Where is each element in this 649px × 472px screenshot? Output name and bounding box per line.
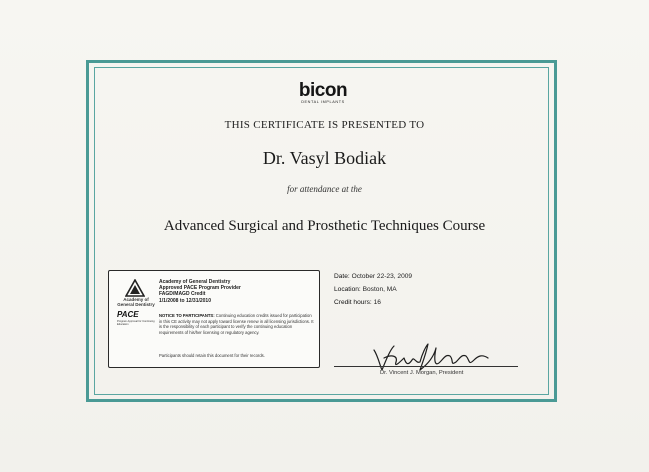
- logo-word: bicon: [298, 80, 348, 101]
- location-value: Boston, MA: [362, 286, 397, 293]
- agd-triangle-icon: [125, 279, 145, 297]
- signature-line: [334, 366, 518, 367]
- attendance-line: for attendance at the: [287, 184, 362, 194]
- hours-value: 16: [373, 299, 381, 306]
- course-title: Advanced Surgical and Prosthetic Techniques Course: [163, 218, 486, 234]
- notice-label: NOTICE TO PARTICIPANTS:: [159, 313, 215, 318]
- pace-heading-line: Approved PACE Program Provider: [159, 285, 241, 292]
- date-label: Date:: [334, 273, 350, 280]
- bicon-logo: [292, 82, 354, 104]
- notice-text: Continuing education credits issued for participation in this CE activity may not apply toward license renew in all licensing jurisdictions. It is the responsibility of each participant to verify the continuing education requirements of his/her licensing or regulatory agency.: [159, 313, 314, 336]
- location-label: Location:: [334, 286, 361, 293]
- signer-name: Dr. Vincent J. Morgan, President: [380, 370, 464, 376]
- pace-logo-caption: Program Approval for Continuing Education: [117, 320, 155, 327]
- retain-note: Participants should retain this document for their records.: [159, 353, 265, 358]
- pace-heading-line: 1/1/2008 to 12/31/2010: [159, 297, 211, 304]
- hours-label: Credit hours:: [334, 299, 372, 306]
- date-value: October 22-23, 2009: [351, 273, 413, 280]
- pace-logo-name: PACE: [117, 310, 139, 319]
- pace-heading: [159, 279, 317, 304]
- hours-row: [334, 296, 412, 309]
- location-row: [334, 283, 412, 296]
- course-details: [334, 270, 412, 309]
- pace-heading-line: Academy of General Dentistry: [159, 279, 231, 285]
- presented-line: THIS CERTIFICATE IS PRESENTED TO: [224, 119, 425, 131]
- pace-notice: [159, 313, 315, 336]
- pace-logo: [115, 277, 157, 341]
- recipient-name: Dr. Vasyl Bodiak: [262, 148, 387, 168]
- logo-subtitle: DENTAL IMPLANTS: [301, 100, 345, 104]
- pace-logo-org: Academy of General Dentistry: [117, 297, 155, 307]
- pace-heading-line: FAGD/MAGD Credit: [159, 291, 206, 298]
- pace-accreditation-box: [108, 270, 320, 368]
- date-row: [334, 270, 412, 283]
